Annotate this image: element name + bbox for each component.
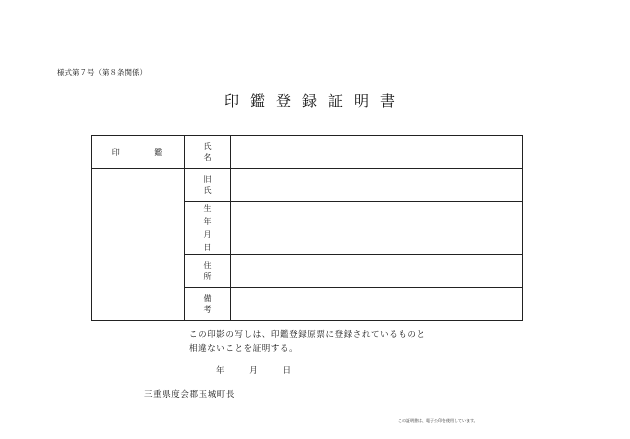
seal-header-cell [92, 136, 185, 169]
seal-impression-area [92, 169, 185, 321]
name-value-cell [231, 136, 523, 169]
birthdate-label-line1: 生 年 [203, 204, 220, 226]
remarks-value-cell [231, 288, 523, 321]
name-label-cell [185, 136, 231, 169]
seal-label: 印 鑑 [111, 147, 179, 157]
birthdate-label-cell [185, 202, 231, 255]
footer-note: この証明書は、電子公印を使用しています。 [398, 418, 478, 423]
statement-line-1: この印影の写しは、印鑑登録原票に登録されているものと [189, 330, 426, 340]
statement-line-2: 相違ないことを証明する。 [189, 344, 299, 354]
address-label-cell [185, 255, 231, 288]
former-surname-label-cell [185, 169, 231, 202]
name-label: 氏 名 [203, 142, 220, 162]
date-year: 年 [216, 366, 225, 376]
issuer-name: 三重県度会郡玉城町長 [144, 390, 236, 400]
remarks-label-cell [185, 288, 231, 321]
date-day: 日 [282, 366, 291, 376]
address-value-cell [231, 255, 523, 288]
remarks-label: 備 考 [203, 294, 220, 314]
certification-statement [189, 328, 426, 356]
certificate-table [91, 135, 523, 321]
birthdate-value-cell [231, 202, 523, 255]
date-month: 月 [249, 366, 258, 376]
address-label: 住 所 [203, 261, 220, 281]
document-title: 印鑑登録証明書 [223, 92, 406, 110]
form-number-label: 様式第７号（第８条関係） [57, 68, 147, 77]
former-surname-value-cell [231, 169, 523, 202]
birthdate-label-line2: 月 日 [203, 230, 220, 252]
former-surname-label: 旧 氏 [203, 175, 220, 195]
issue-date [216, 364, 291, 376]
